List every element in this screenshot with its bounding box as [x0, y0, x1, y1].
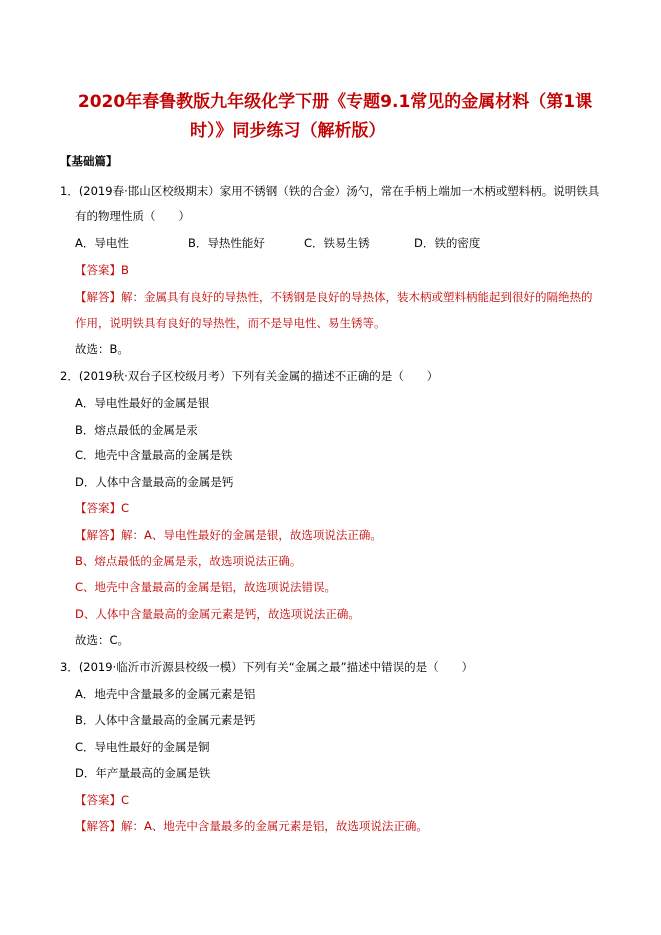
question-2-stem: 2．(2019秋·双台子区校级月考）下列有关金属的描述不正确的是（ ）	[60, 369, 439, 383]
question-1-answer: 【答案】B	[75, 263, 129, 277]
question-3-answer: 【答案】C	[75, 793, 130, 807]
question-2-option-a: A．导电性最好的金属是银	[75, 396, 210, 410]
question-2-conclusion: 故选：C。	[75, 633, 130, 647]
document-title	[40, 88, 630, 146]
question-2-answer: 【答案】C	[75, 501, 130, 515]
section-heading: 【基础篇】	[60, 154, 118, 168]
title-line-1: 2020年春鲁教版九年级化学下册《专题9.1常见的金属材料（第1课	[77, 92, 593, 112]
question-2-analysis-line-1: 【解答】解：A、导电性最好的金属是银，故选项说法正确。	[75, 528, 382, 542]
question-1-stem-line-1: 1．(2019春·邯山区校级期末）家用不锈钢（铁的合金）汤勺，常在手柄上端加一木柄或塑料柄。说明铁具	[60, 184, 600, 198]
question-3-option-c: C．导电性最好的金属是铜	[75, 740, 210, 754]
question-2-option-c: C．地壳中含量最高的金属是铁	[75, 448, 233, 462]
question-2-analysis-line-2: B、熔点最低的金属是汞，故选项说法正确。	[75, 554, 302, 568]
question-1-analysis-line-1: 【解答】解：金属具有良好的导热性，不锈钢是良好的导热体，装木柄或塑料柄能起到很好的隔绝热的	[75, 290, 593, 304]
question-1-stem-line-2: 有的物理性质（ ）	[75, 209, 190, 223]
question-3-option-b: B．人体中含量最高的金属元素是钙	[75, 713, 256, 727]
question-2-analysis-line-3: C、地壳中含量最高的金属是铝，故选项说法错误。	[75, 580, 337, 594]
question-2-option-b: B．熔点最低的金属是汞	[75, 423, 198, 437]
question-1-conclusion: 故选：B。	[75, 342, 129, 356]
question-3-option-a: A．地壳中含量最多的金属元素是铝	[75, 687, 256, 701]
question-2-analysis-line-4: D、人体中含量最高的金属元素是钙，故选项说法正确。	[75, 607, 360, 621]
question-1-option-a: A．导电性	[75, 236, 129, 250]
question-3-analysis-line-1: 【解答】解：A、地壳中含量最多的金属元素是铝，故选项说法正确。	[75, 819, 428, 833]
question-3-stem: 3．(2019·临沂市沂源县校级一模）下列有关“金属之最”描述中错误的是（ ）	[60, 660, 474, 674]
question-1-option-d: D．铁的密度	[414, 236, 481, 250]
title-line-2: 时）》同步练习（解析版）	[190, 121, 386, 141]
question-1-option-b: B．导热性能好	[188, 236, 265, 250]
question-1-analysis-line-2: 作用，说明铁具有良好的导热性，而不是导电性、易生锈等。	[75, 316, 386, 330]
question-3-option-d: D．年产量最高的金属是铁	[75, 766, 211, 780]
question-2-option-d: D．人体中含量最高的金属是钙	[75, 475, 234, 489]
question-1-option-c: C．铁易生锈	[304, 236, 370, 250]
